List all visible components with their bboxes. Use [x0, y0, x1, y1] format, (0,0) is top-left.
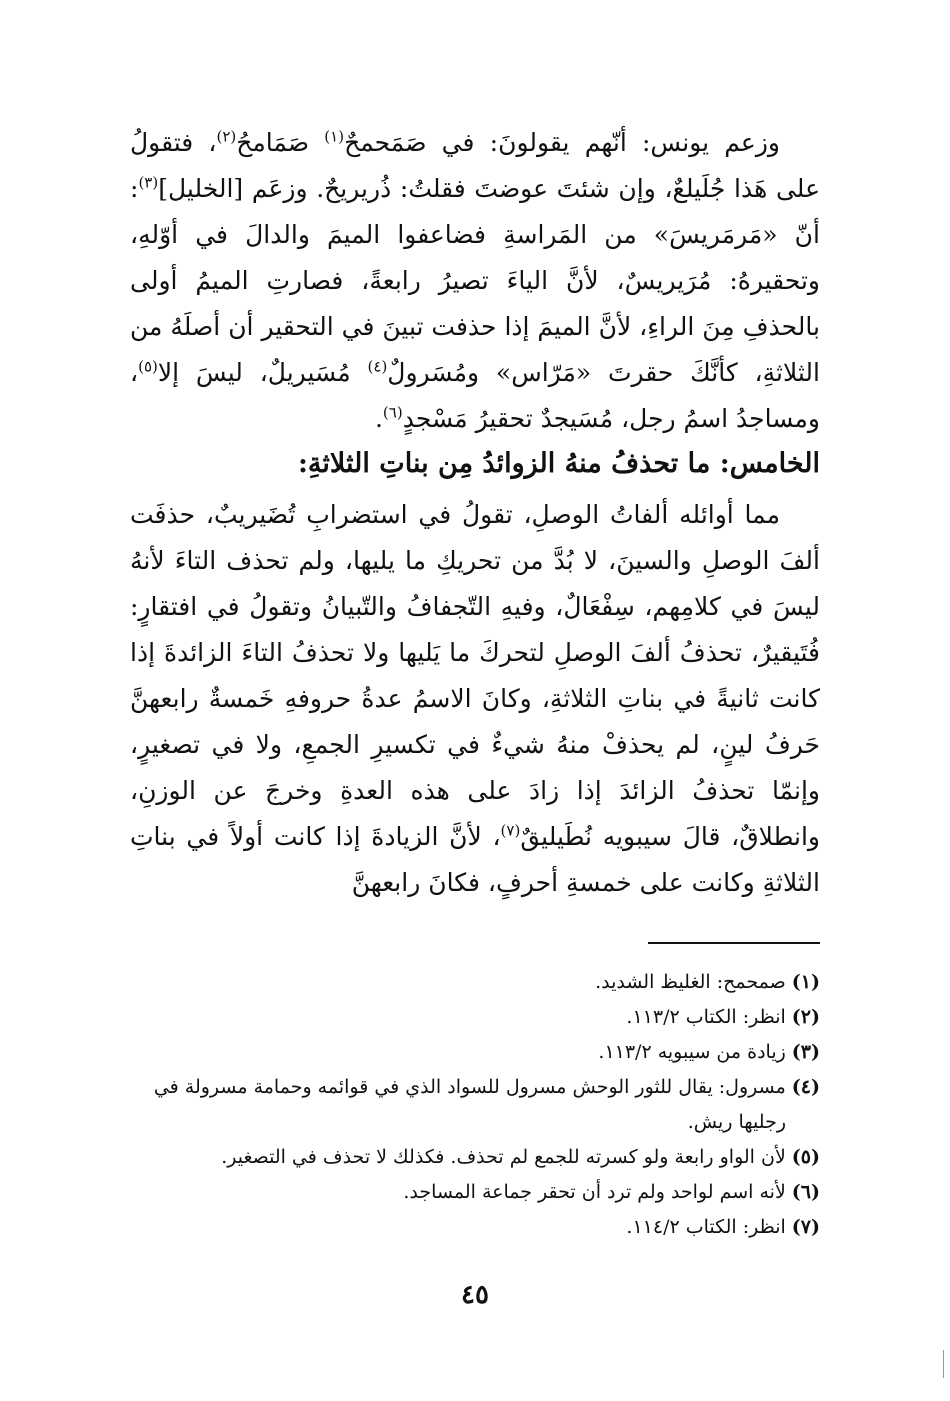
text-segment: وزعم يونس: أنّهم يقولونَ: في صَمَحمحٌ [344, 128, 780, 157]
footnote-text: زيادة من سيبويه ١١٣/٢. [598, 1041, 786, 1063]
section-heading: الخامس: ما تحذفُ منهُ الزوائدُ مِن بناتِ الثلاثةِ: [297, 448, 820, 479]
footnote-text: مسرول: يقال للثور الوحش مسرول للسواد الذي في قوائمه وحمامة مسرولة في [153, 1076, 786, 1098]
text-segment: صَمَامحُ [236, 128, 325, 157]
footnote [130, 1070, 820, 1105]
footnote-number: (٧) [791, 1216, 820, 1238]
footnote [130, 1035, 820, 1070]
text-segment: . [374, 404, 383, 433]
footnote-ref: (٦) [382, 403, 403, 422]
footnote-text: رجليها ريش. [687, 1111, 786, 1133]
page [130, 120, 820, 1320]
footnote-ref: (٣) [138, 173, 159, 192]
text-segment: ، لأنَّ الزيادةَ إذا كانت أولاً في بناتِ الثلاثةِ وكانت على خمسةِ أحرفٍ، فكانَ رابعهنَّ [130, 822, 820, 897]
footnote-text: لأن الواو رابعة ولو كسرته للجمع لم تحذف. فكذلك لا تحذف في التصغير. [221, 1146, 786, 1168]
footnote-continuation [130, 1105, 786, 1140]
footnotes [130, 965, 820, 1245]
paragraph-yunus [130, 120, 820, 442]
footnote-ref: (٧) [500, 821, 521, 840]
footnote-number: (٤) [791, 1076, 820, 1098]
footnote [130, 1000, 820, 1035]
footnote-text: انظر: الكتاب ١١٤/٢. [626, 1216, 786, 1238]
footnote-number: (٥) [791, 1146, 820, 1168]
footnote-text: انظر: الكتاب ١١٣/٢. [626, 1006, 786, 1028]
paragraph-fifth [130, 492, 820, 906]
footnote [130, 1140, 820, 1175]
margin-mark [940, 1350, 944, 1378]
page-number: ٤٥ [461, 1280, 489, 1310]
text-segment: ، فتقولُ على هَذا جُلَيلعٌ، وإن شئتَ عوضتَ فقلتُ: ذُريريحٌ. وزعَم [الخليل] [130, 128, 820, 203]
footnote-number: (٦) [791, 1181, 820, 1203]
main-text [130, 120, 820, 906]
text-segment: : أنّ «مَرمَريسَ» من المَراسةِ فضاعفوا الميمَ والدالَ في أوّلهِ، وتحقيرهُ: مُرَيريسٌ، لأنَّ الياءَ تصيرُ رابعةً، فصارتِ الميمُ أولى بالحذفِ مِنَ الراءِ، لأنَّ الميمَ إذا حذفت تبينَ في التحقير أن أصلَهُ من الثلاثةِ، كأنَّكَ حقرتَ «مَرّاس» ومُسَرولٌ [130, 174, 820, 387]
footnote-number: (١) [791, 971, 820, 993]
text-segment: مُسَيريلٌ، ليسَ إلا [157, 358, 368, 387]
footnote [130, 1210, 820, 1245]
footnote-ref: (٥) [138, 357, 158, 376]
footnote-separator [648, 942, 820, 944]
text-segment: ، ومساجدُ اسمُ رجل، مُسَيجدٌ تحقيرُ مَسْجدٍ [130, 358, 820, 433]
footnote-text: لأنه اسم لواحد ولم ترد أن تحقر جماعة المساجد. [403, 1181, 786, 1203]
footnote-number: (٣) [791, 1041, 820, 1063]
footnote-number: (٢) [791, 1006, 820, 1028]
footnote-ref: (٢) [216, 127, 237, 146]
footnote [130, 1175, 820, 1210]
footnote-text: صمحمح: الغليظ الشديد. [595, 971, 786, 993]
footnote-ref: (٤) [367, 357, 388, 376]
footnote-ref: (١) [324, 127, 345, 146]
footnote [130, 965, 820, 1000]
text-segment: مما أوائله ألفاتُ الوصلِ، تقولُ في استضرابِ تُضَيريبٌ، حذفَت ألفَ الوصلِ والسينَ، لا بُدَّ من تحريكِ ما يليها، ولم تحذف التاءَ لأنهُ ليسَ في كلامِهم، سِفْعَالٌ، وفيهِ التّجفافُ والتّبيانُ وتقولُ في افتقارٍ: فُتَيقيرٌ، تحذفُ ألفَ الوصلِ لتحركَ ما يَليها ولا تحذفُ التاءَ الزائدةَ إذا كانت ثانيةً في بناتِ الثلاثةِ، وكانَ الاسمُ عدةُ حروفهِ خَمسةٌ رابعهنَّ حَرفُ لينٍ، لم يحذفْ منهُ شيءٌ في تكسيرِ الجمعِ، ولا في تصغيرٍ، وإنمّا تحذفُ الزائدَ إذا زادَ على هذه العدةِ وخرجَ عن الوزنِ، وانطلاقٌ، قالَ سيبويه نُطَيليقٌ [130, 500, 821, 851]
